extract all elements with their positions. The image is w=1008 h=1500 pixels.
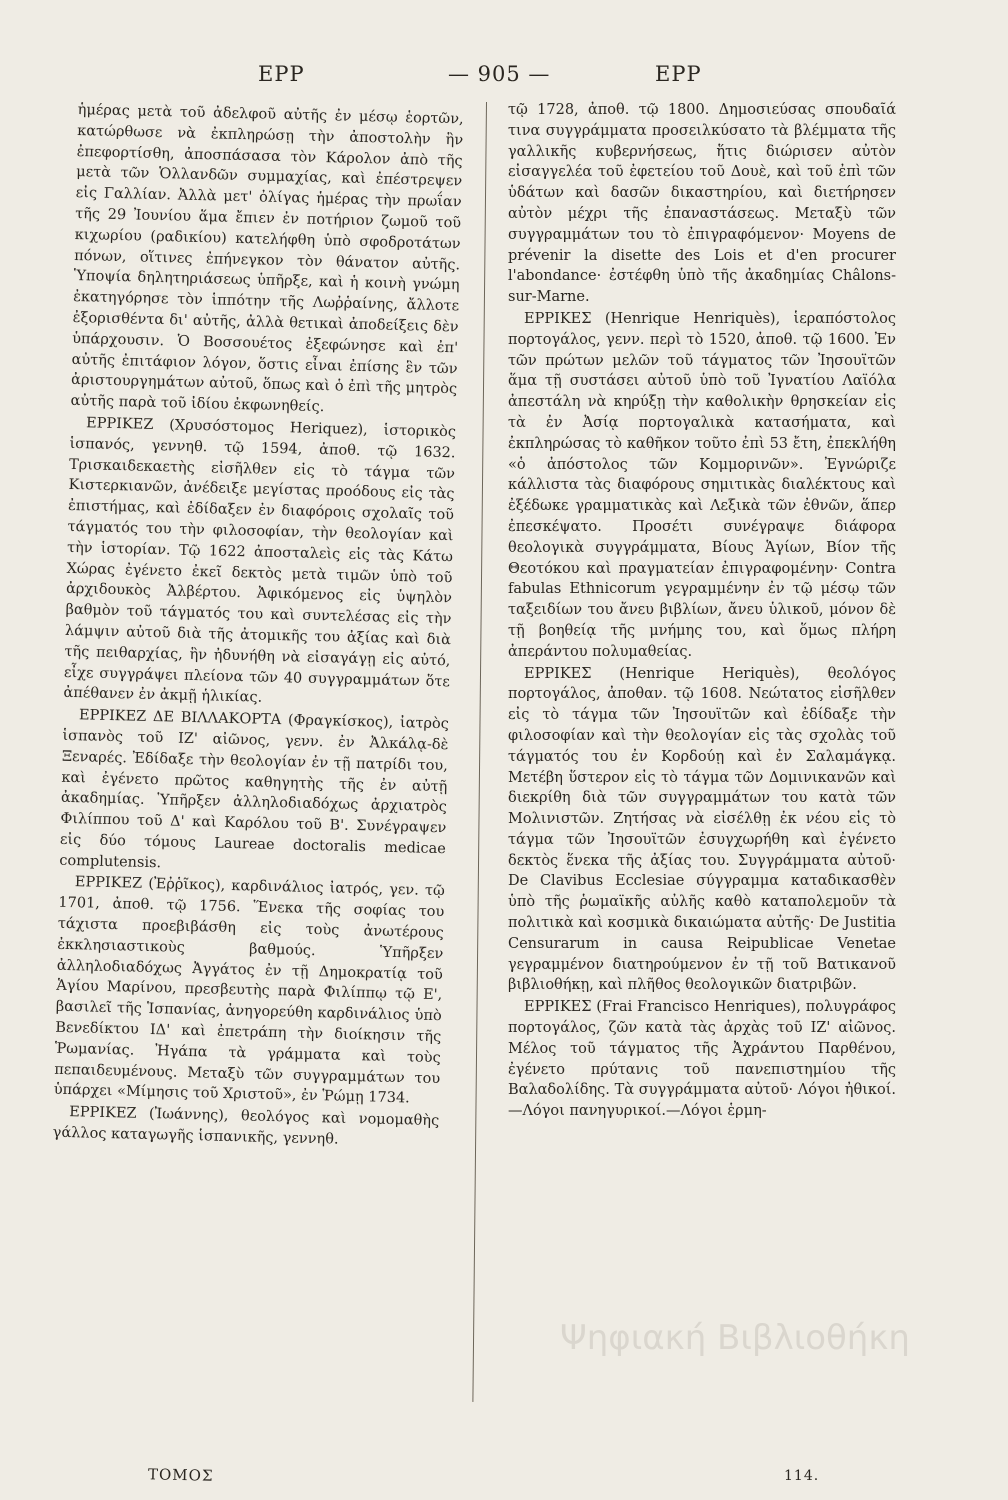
left-paragraph-3: ΕΡΡΙΚΕΖ ΔΕ ΒΙΛΛΑΚΟΡΤΑ (Φραγκίσκος), ἰατρὸς ἱσπανὸς τοῦ ΙΖ' αἰῶνος, γενν. ἐν Ἀλκάλᾳ-δὲ Ξεναρές. Ἐδίδαξε τὴν θεολογίαν ἐν τῇ πατρίδι του, καὶ ἐγένετο πρῶτος καθηγητὴς τῆς ἐν αὐτῇ ἀκαδημίας. Ὑπῆρξεν ἀλληλοδιαδόχως ἀρχιατρὸς Φιλίππου τοῦ Δ' καὶ Καρόλου τοῦ Β'. Συνέγραψεν εἰς δύο τόμους Laureae doctoralis medicae complutensis. bbox=[59, 707, 450, 871]
right-column bbox=[508, 100, 896, 1122]
watermark: Ψηφιακή Βιβλιοθήκη bbox=[560, 1318, 910, 1358]
left-paragraph-5: ΕΡΡΙΚΕΖ (Ἰωάννης), θεολόγος καὶ νομομαθὴς γάλλος καταγωγῆς ἱσπανικῆς, γεννηθ. bbox=[52, 1104, 440, 1148]
signature-mark: 114. bbox=[784, 1468, 820, 1484]
volume-word: ΤΟΜΟΣ bbox=[147, 1465, 214, 1485]
column-divider bbox=[472, 102, 487, 1402]
header-left: ΕΡΡ bbox=[258, 62, 305, 86]
right-paragraph-4: ΕΡΡΙΚΕΣ (Frai Francisco Henriques), πολυγράφος πορτογάλος, ζῶν κατὰ τὰς ἀρχὰς τοῦ ΙΖ' αἰῶνος. Μέλος τοῦ τάγματος τῆς Ἀχράντου Παρθένου, ἐγένετο πρύτανις τοῦ πανεπιστημίου τῆς Βαλαδολίδης. Τὰ συγγράμματα αὐτοῦ· Λόγοι ἠθικοί.—Λόγοι πανηγυρικοί.—Λόγοι ἑρμη- bbox=[508, 999, 896, 1120]
right-paragraph-1: τῷ 1728, ἀποθ. τῷ 1800. Δημοσιεύσας σπουδαῖά τινα συγγράμματα προσειλκύσατο τὰ βλέμματα τῆς γαλλικῆς κυβερνήσεως, ἥτις διώρισεν αὐτὸν εἰσαγγελέα τοῦ ἐφετείου τοῦ Δουὲ, καὶ τοῦ ἐπὶ τῶν ὑδάτων καὶ δασῶν δικαστηρίου, καὶ διετήρησεν αὐτὸν μέχρι τῆς ἐπαναστάσεως. Μεταξὺ τῶν συγγραμμάτων του τὸ ἐπιγραφόμενον· Moyens de prévenir la disette des Lois et d'en procurer l'abondance· ἐστέφθη ὑπὸ τῆς ἀκαδημίας Châlons-sur-Marne. bbox=[508, 102, 896, 306]
page-header bbox=[0, 62, 1008, 92]
page-number: — 905 — bbox=[448, 62, 551, 86]
left-paragraph-4: ΕΡΡΙΚΕΖ (Ἐῤῥῖκος), καρδινάλιος ἰατρός, γεν. τῷ 1701, ἀποθ. τῷ 1756. Ἕνεκα τῆς σοφίας του τάχιστα προεβιβάσθη εἰς τοὺς ἀνωτέρους ἐκκλησιαστικοὺς βαθμούς. Ὑπῆρξεν ἀλληλοδιαδόχως Ἀγγάτος ἐν τῇ Δημοκρατίᾳ τοῦ Ἁγίου Μαρίνου, πρεσβευτὴς παρὰ Φιλίππῳ τῷ Ε', βασιλεῖ τῆς Ἱσπανίας, ἀνηγορεύθη καρδινάλιος ὑπὸ Βενεδίκτου ΙΔ' καὶ ἐπετράπη τὴν διοίκησιν τῆς Ῥωμανίας. Ἠγάπα τὰ γράμματα καὶ τοὺς πεπαιδευμένους. Μεταξὺ τῶν συγγραμμάτων του ὑπάρχει «Μίμησις τοῦ Χριστοῦ», ἐν Ῥώμῃ 1734. bbox=[53, 874, 445, 1107]
header-right: ΕΡΡ bbox=[655, 62, 702, 86]
left-paragraph-2: ΕΡΡΙΚΕΖ (Χρυσόστομος Heriquez), ἱστορικὸς ἱσπανός, γεννηθ. τῷ 1594, ἀποθ. τῷ 1632. Τρισκαιδεκαετὴς εἰσῆλθεν εἰς τὸ τάγμα τῶν Κιστερκιανῶν, ἀνέδειξε μεγίστας προόδους εἰς τὰς ἐπιστήμας, καὶ ἐδίδαξεν ἐν διαφόροις σχολαῖς τοῦ τάγματός του τὴν φιλοσοφίαν, τὴν θεολογίαν καὶ τὴν ἱστορίαν. Τῷ 1622 ἀποσταλεὶς εἰς τὰς Κάτω Χώρας ἐγένετο ἐκεῖ δεκτὸς μετὰ τιμῶν ὑπὸ τοῦ ἀρχιδουκὸς Ἀλβέρτου. Ἀφικόμενος εἰς ὑψηλὸν βαθμὸν τοῦ τάγματός του καὶ συντελέσας εἰς τὴν λάμψιν αὐτοῦ διὰ τῆς ἀτομικῆς του ἀξίας καὶ διὰ τῆς πειθαρχίας, ἣν ἠδυνήθη νὰ εἰσαγάγῃ εἰς αὐτό, εἶχε συγγράψει πλείονα τῶν 40 συγγραμμάτων ὅτε ἀπέθανεν ἐν ἀκμῇ ἡλικίας. bbox=[63, 415, 457, 706]
right-paragraph-3: ΕΡΡΙΚΕΣ (Henrique Heriquès), θεολόγος πορτογάλος, ἀποθαν. τῷ 1608. Νεώτατος εἰσῆλθεν εἰς τὸ τάγμα τῶν Ἰησουϊτῶν καὶ ἐδίδαξε τὴν φιλοσοφίαν καὶ τὴν θεολογίαν εἰς τὰς σχολὰς τοῦ τάγματός του ἐν Κορδούῃ καὶ ἐν Σαλαμάγκᾳ. Μετέβη ὕστερον εἰς τὸ τάγμα τῶν Δομινικανῶν καὶ διεκρίθη διὰ τῶν συγγραμμάτων του κατὰ τῶν Μολινιστῶν. Ζητήσας νὰ εἰσέλθῃ ἐκ νέου εἰς τὸ τάγμα τῶν Ἰησουϊτῶν ἐσυγχωρήθη καὶ ἐγένετο δεκτὸς ἕνεκα τῆς ἀξίας του. Συγγράμματα αὐτοῦ· De Clavibus Ecclesiae σύγγραμμα καταδικασθὲν ὑπὸ τῆς ῥωμαϊκῆς αὐλῆς καθὸ καταπολεμοῦν τὰ πολιτικὰ καὶ κοσμικὰ δικαιώματα αὐτῆς· De Justitia Censurarum in causa Reipublicae Venetae γεγραμμένον διατηρούμενον ἐν τῇ τοῦ Βατικανοῦ βιβλιοθήκῃ, καὶ πλῆθος θεολογικῶν διατριβῶν. bbox=[508, 665, 896, 994]
left-paragraph-1: ἡμέρας μετὰ τοῦ ἀδελφοῦ αὐτῆς ἐν μέσῳ ἑορτῶν, κατώρθωσε νὰ ἐκπληρώσῃ τὴν ἀποστολὴν ἣν ἐπεφορτίσθη, ἀποσπάσασα τὸν Κάρολον ἀπὸ τῆς μετὰ τῶν Ὁλλανδῶν συμμαχίας, καὶ ἐπέστρεψεν εἰς Γαλλίαν. Ἀλλὰ μετ' ὀλίγας ἡμέρας τὴν πρωΐαν τῆς 29 Ἰουνίου ἅμα ἔπιεν ἐν ποτήριον ζωμοῦ τοῦ κιχωρίου (ραδικίου) κατελήφθη ὑπὸ σφοδροτάτων πόνων, οἵτινες ἐπήνεγκον τὸν θάνατον αὐτῆς. Ὑποψία δηλητηριάσεως ὑπῆρξε, καὶ ἡ κοινὴ γνώμη ἐκατηγόρησε τὸν ἱππότην τῆς Λωῤῥαίνης, ἄλλοτε ἐξορισθέντα δι' αὐτῆς, ἀλλὰ θετικαὶ ἀποδείξεις δὲν ὑπάρχουσιν. Ὁ Βοσσουέτος ἐξεφώνησε καὶ ἐπ' αὐτῆς ἐπιτάφιον λόγον, ὅστις εἶναι ἐπίσης ἓν τῶν ἀριστουργημάτων αὐτοῦ, ὅπως καὶ ὁ ἐπὶ τῆς μητρὸς αὐτῆς παρὰ τοῦ ἰδίου ἐκφωνηθείς. bbox=[70, 101, 464, 416]
left-column bbox=[52, 100, 463, 1153]
right-paragraph-2: ΕΡΡΙΚΕΣ (Henrique Henriquès), ἱεραπόστολος πορτογάλος, γενν. περὶ τὸ 1520, ἀποθ. τῷ 1600. Ἐν τῶν πρώτων μελῶν τοῦ τάγματος τῶν Ἰησουϊτῶν ἅμα τῇ συστάσει αὐτοῦ ὑπὸ τοῦ Ἰγνατίου Λαϊόλα ἀπεστάλη νὰ κηρύξῃ τὴν καθολικὴν θρησκείαν εἰς τὰ ἐν Ἀσίᾳ πορτογαλικὰ κατασήματα, καὶ ἐκπληρώσας τὸ καθῆκον τοῦτο ἐπὶ 53 ἔτη, ἐπεκλήθη «ὁ ἀπόστολος τῶν Κομμορινῶν». Ἐγνώριζε κάλλιστα τὰς διαφόρους σημιτικὰς διαλέκτους καὶ ἐξέδωκε γραμματικὰς καὶ Λεξικὰ τῶν ἐθνῶν, ἅπερ ἐπεσκέψατο. Προσέτι συνέγραψε διάφορα θεολογικὰ συγγράμματα, Βίους Ἁγίων, Βίον τῆς Θεοτόκου καὶ πραγματείαν ἐπιγραφομένην· Contra fabulas Ethnicorum γεγραμμένην ἐν τῷ μέσῳ τῶν ταξειδίων του ἄνευ βιβλίων, ἄνευ ὑλικοῦ, μόνον δὲ τῇ βοηθείᾳ τῆς μνήμης του, καὶ ὅμως πλήρη ἀπεράντου πολυμαθείας. bbox=[508, 310, 896, 660]
